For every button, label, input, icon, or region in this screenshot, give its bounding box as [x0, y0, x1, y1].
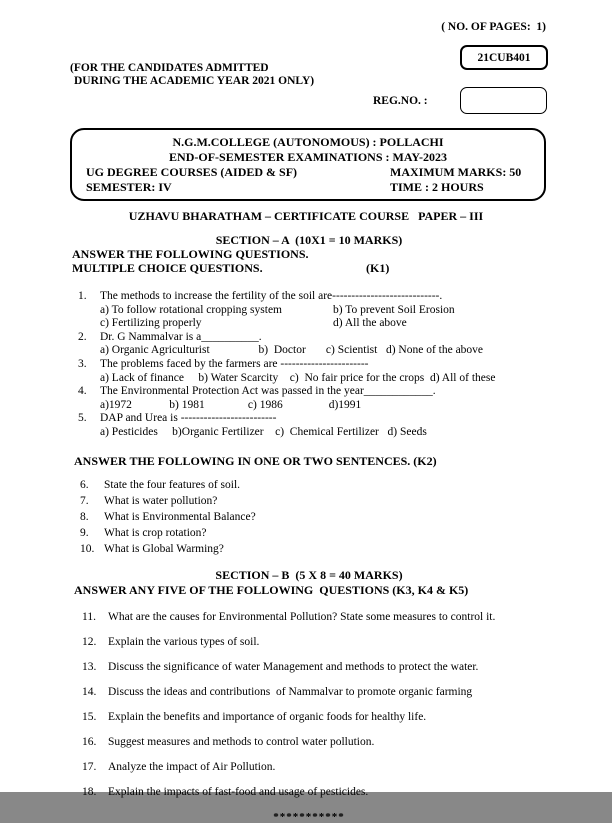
- option-b: b) To prevent Soil Erosion: [333, 303, 455, 316]
- question-text: Discuss the ideas and contributions of Nammalvar to promote organic farming: [108, 685, 473, 698]
- question-2: [70, 331, 548, 345]
- question-4: [70, 385, 548, 399]
- question-text: Explain the impacts of fast-food and usage of pesticides.: [108, 785, 369, 798]
- question-text: State the four features of soil.: [104, 478, 241, 491]
- option-d: d) All the above: [333, 317, 407, 330]
- question-number: 8.: [80, 510, 89, 523]
- candidates-admitted-note: [70, 62, 314, 88]
- question-7: [70, 493, 548, 509]
- question-text: What is water pollution?: [104, 494, 218, 507]
- question-5-options: a) Pesticides b)Organic Fertilizer c) Chemical Fertilizer d) Seeds: [100, 425, 427, 438]
- course-code-box: [460, 45, 548, 70]
- question-text: What is Global Warming?: [104, 542, 224, 555]
- admitted-line-1: (FOR THE CANDIDATES ADMITTED: [70, 62, 269, 74]
- exam-time: TIME : 2 HOURS: [390, 180, 484, 194]
- question-text: Analyze the impact of Air Pollution.: [108, 760, 276, 773]
- question-number: 18.: [82, 785, 97, 798]
- question-1-options: [100, 304, 548, 331]
- section-a-heading: SECTION – A (10X1 = 10 MARKS): [215, 233, 403, 247]
- max-marks: MAXIMUM MARKS: 50: [390, 165, 522, 179]
- course-code: 21CUB401: [477, 51, 531, 64]
- question-number: 9.: [80, 526, 89, 539]
- question-number: 2.: [78, 330, 87, 343]
- question-3: [70, 358, 548, 372]
- question-number: 10.: [80, 542, 95, 555]
- question-number: 1.: [78, 290, 87, 302]
- question-text: DAP and Urea is -------------------------: [100, 412, 277, 425]
- question-text: Discuss the significance of water Management and methods to protect the water.: [108, 660, 479, 673]
- admitted-line-2: DURING THE ACADEMIC YEAR 2021 ONLY): [74, 75, 315, 87]
- question-number: 4.: [78, 385, 87, 398]
- question-18: [70, 786, 548, 800]
- question-number: 14.: [82, 685, 97, 698]
- question-16: [70, 736, 548, 750]
- question-4-options: a)1972 b) 1981 c) 1986 d)1991: [100, 398, 362, 411]
- section-b-heading: SECTION – B (5 X 8 = 40 MARKS): [215, 567, 403, 582]
- question-12: [70, 636, 548, 650]
- option-c: c) Fertilizing properly: [100, 317, 202, 330]
- regno-label: REG.NO. :: [373, 95, 428, 107]
- question-number: 3.: [78, 357, 87, 370]
- question-number: 13.: [82, 660, 97, 673]
- question-13: [70, 661, 548, 675]
- k2-question-list: [70, 477, 548, 557]
- question-6: [70, 477, 548, 493]
- k2-heading: ANSWER THE FOLLOWING IN ONE OR TWO SENTENCES. (K2): [74, 453, 437, 468]
- question-11: [70, 611, 548, 625]
- question-number: 16.: [82, 735, 97, 748]
- question-text: Suggest measures and methods to control water pollution.: [108, 735, 375, 748]
- question-number: 12.: [82, 635, 97, 648]
- question-number: 11.: [82, 610, 96, 623]
- question-text: The methods to increase the fertility of the soil are----------------------------.: [100, 290, 443, 302]
- question-10: [70, 541, 548, 557]
- course-line: UG DEGREE COURSES (AIDED & SF): [86, 165, 298, 179]
- question-number: 15.: [82, 710, 97, 723]
- mcq-instruction: MULTIPLE CHOICE QUESTIONS.: [72, 261, 263, 275]
- question-text: What is crop rotation?: [104, 526, 207, 539]
- section-b-instruction: ANSWER ANY FIVE OF THE FOLLOWING QUESTIONS (K3, K4 & K5): [74, 582, 469, 597]
- question-text: Dr. G Nammalvar is a__________.: [100, 330, 262, 343]
- question-number: 5.: [78, 412, 87, 425]
- question-number: 7.: [80, 494, 89, 507]
- question-17: [70, 761, 548, 775]
- option-a: a) To follow rotational cropping system: [100, 303, 282, 316]
- question-14: [70, 686, 548, 700]
- question-15: [70, 711, 548, 725]
- exam-info-box: [70, 128, 546, 201]
- question-5: [70, 412, 548, 426]
- section-a-instruction-1: ANSWER THE FOLLOWING QUESTIONS.: [72, 247, 309, 261]
- question-8: [70, 509, 548, 525]
- question-text: What are the causes for Environmental Pollution? State some measures to control it.: [108, 610, 496, 623]
- question-number: 17.: [82, 760, 97, 773]
- main-content: [70, 233, 548, 823]
- mcq-block: [70, 290, 548, 440]
- question-2-options: a) Organic Agriculturist b) Doctor c) Scientist d) None of the above: [100, 344, 484, 357]
- exam-title: END-OF-SEMESTER EXAMINATIONS : MAY-2023: [169, 150, 447, 164]
- semester: SEMESTER: IV: [86, 180, 172, 194]
- question-1: [70, 290, 548, 304]
- question-text: What is Environmental Balance?: [104, 510, 256, 523]
- college-name: N.G.M.COLLEGE (AUTONOMOUS) : POLLACHI: [172, 135, 444, 149]
- end-of-paper-marker: ***********: [273, 810, 345, 823]
- question-text: Explain the benefits and importance of organic foods for healthy life.: [108, 710, 427, 723]
- question-3-options: a) Lack of finance b) Water Scarcity c) No fair price for the crops d) All of these: [100, 371, 496, 384]
- question-text: Explain the various types of soil.: [108, 635, 260, 648]
- pages-note: ( NO. OF PAGES: 1): [441, 21, 546, 33]
- paper-title: UZHAVU BHARATHAM – CERTIFICATE COURSE PAPER – III: [128, 209, 484, 223]
- regno-entry-box: [460, 87, 547, 114]
- k1-level-tag: (K1): [366, 261, 390, 275]
- question-number: 6.: [80, 478, 89, 491]
- section-a-instruction-2: [70, 261, 548, 275]
- question-text: The problems faced by the farmers are -----------------------: [100, 357, 369, 370]
- section-b-question-list: [70, 611, 548, 800]
- question-text: The Environmental Protection Act was passed in the year____________.: [100, 385, 436, 398]
- question-9: [70, 525, 548, 541]
